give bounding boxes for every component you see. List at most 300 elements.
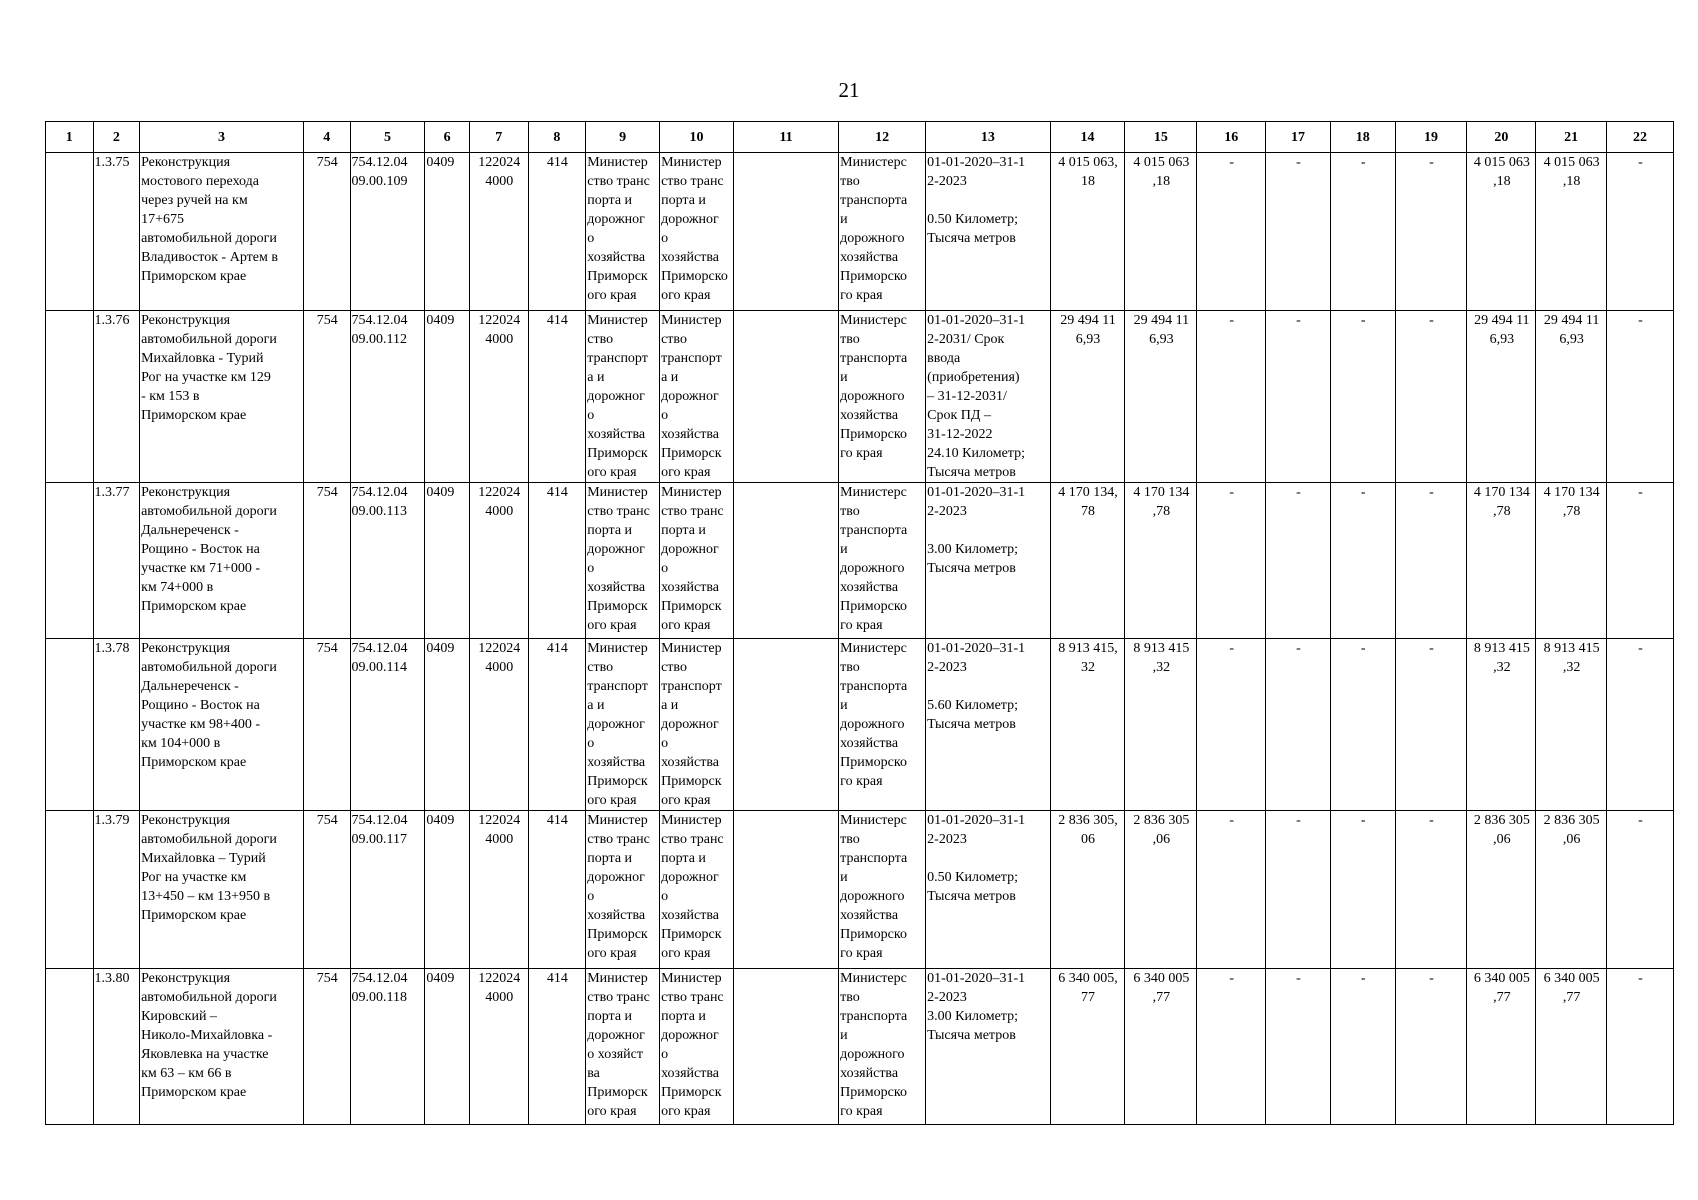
cell-line: 8 913 415, — [1058, 641, 1118, 656]
cell-line: 78 — [1081, 504, 1096, 519]
cell-line: тво — [840, 174, 860, 189]
cell-line: ство транс — [587, 504, 650, 519]
customer-cell — [660, 639, 734, 811]
funding-cell — [1266, 483, 1331, 639]
cell-line: Реконструкция — [141, 971, 231, 986]
cell-line: хозяйства — [661, 580, 719, 595]
cell-line: Приморск — [587, 599, 648, 614]
classifier-cell — [350, 969, 425, 1125]
cell-line: 29 494 11 — [1474, 313, 1530, 328]
target-item-cell — [469, 483, 528, 639]
cell-line: ого края — [587, 946, 637, 961]
cell-line: тво — [840, 332, 860, 347]
cell-line: 4 170 134, — [1058, 485, 1118, 500]
cell-line: 29 494 11 — [1133, 313, 1190, 328]
funding-cell — [1536, 969, 1607, 1125]
funding-cell — [1330, 639, 1395, 811]
col-header: 6 — [425, 122, 470, 153]
col-header: 9 — [586, 122, 660, 153]
cell-line: Реконструкция — [141, 641, 231, 656]
cell-line: Министер — [661, 971, 722, 986]
cell-line: 29 494 11 — [1060, 313, 1116, 328]
period-capacity-cell — [926, 153, 1050, 311]
funding-cell — [1197, 811, 1266, 969]
cell-line: хозяйства — [661, 755, 719, 770]
cell-line: хозяйства — [587, 580, 646, 595]
cell-line: ство транс — [661, 832, 724, 847]
cell-line: го края — [840, 446, 883, 461]
cell-line: Министер — [587, 155, 648, 170]
cell-line: и — [840, 370, 848, 385]
cell-line: 24.10 Километр; — [927, 446, 1025, 461]
cell-text: - — [1429, 971, 1434, 986]
cell-line: Министерс — [840, 813, 907, 828]
table-row — [46, 639, 1674, 811]
empty-cell — [733, 811, 838, 969]
col-header: 18 — [1330, 122, 1395, 153]
empty-cell — [46, 311, 94, 483]
cell-text: 754 — [316, 971, 338, 986]
cell-line: 2 836 305 — [1133, 813, 1190, 828]
col-header: 8 — [528, 122, 586, 153]
cell-line: 6 340 005 — [1473, 971, 1530, 986]
cell-line: Приморск — [587, 927, 648, 942]
cell-line: порта и — [587, 1009, 633, 1024]
project-name-cell — [140, 811, 304, 969]
section-code-cell — [425, 483, 470, 639]
cell-line: участке км 71+000 - — [141, 561, 261, 576]
funding-cell — [1536, 311, 1607, 483]
cell-line: 5.60 Километр; — [927, 698, 1018, 713]
cell-line: ,77 — [1152, 990, 1171, 1005]
cell-line: Приморск — [661, 599, 722, 614]
classifier-cell — [350, 483, 425, 639]
cell-line: Приморск — [587, 1085, 648, 1100]
cell-line: о — [587, 736, 595, 751]
cell-line: 754.12.04 — [351, 313, 408, 328]
cell-line: 4000 — [485, 504, 514, 519]
cell-text: 1.3.76 — [94, 313, 130, 328]
cost-cell — [1050, 483, 1125, 639]
column-number-row — [46, 122, 1674, 153]
col-header: 2 — [93, 122, 140, 153]
cell-line: го края — [840, 288, 883, 303]
cell-text: - — [1638, 971, 1643, 986]
cell-line: дорожног — [661, 717, 719, 732]
cell-line: Приморско — [840, 427, 907, 442]
project-name-cell — [140, 311, 304, 483]
funding-cell — [1607, 639, 1674, 811]
cell-line: Министер — [661, 813, 722, 828]
total-funding-cell — [1125, 811, 1197, 969]
col-header: 21 — [1536, 122, 1607, 153]
cell-line: Министерс — [840, 485, 907, 500]
cell-line: 2-2023 — [927, 504, 967, 519]
cell-line: ство — [661, 332, 687, 347]
col-header: 19 — [1395, 122, 1467, 153]
cell-line: 09.00.114 — [351, 660, 407, 675]
cell-line: 4 015 063 — [1473, 155, 1530, 170]
cell-line: хозяйства — [840, 250, 899, 265]
total-funding-cell — [1125, 639, 1197, 811]
cell-line: порта и — [587, 851, 633, 866]
cell-line: ,77 — [1562, 990, 1581, 1005]
cell-line: 4000 — [485, 174, 514, 189]
cell-line: порта и — [587, 193, 633, 208]
cell-line: 122024 — [478, 971, 521, 986]
customer-cell — [660, 153, 734, 311]
cell-line: дорожног — [587, 717, 645, 732]
project-name-cell — [140, 639, 304, 811]
cell-line: Министер — [661, 313, 722, 328]
period-capacity-cell — [926, 811, 1050, 969]
cell-line: 18 — [1081, 174, 1096, 189]
item-number-cell — [93, 153, 140, 311]
cell-text: - — [1429, 641, 1434, 656]
cell-line: го края — [840, 1104, 883, 1119]
cell-line: о — [661, 736, 669, 751]
col-header: 17 — [1266, 122, 1331, 153]
cell-line: ,06 — [1152, 832, 1171, 847]
cell-text: 414 — [546, 641, 568, 656]
cell-text: - — [1296, 641, 1301, 656]
cell-text: 754 — [316, 313, 338, 328]
cell-line: автомобильной дороги — [141, 231, 277, 246]
cell-line: 2-2031/ Срок — [927, 332, 1005, 347]
cell-line: хозяйства — [840, 1066, 899, 1081]
cell-text: - — [1229, 813, 1235, 828]
code-cell — [303, 639, 350, 811]
cell-text: 0409 — [426, 485, 455, 500]
table-row — [46, 311, 1674, 483]
cell-line: 2 836 305 — [1543, 813, 1600, 828]
cell-line: хозяйства — [661, 1066, 719, 1081]
cell-line: ство — [661, 660, 687, 675]
cell-line: ,78 — [1562, 504, 1581, 519]
total-funding-cell — [1125, 153, 1197, 311]
cell-line: Приморско — [840, 927, 907, 942]
col-header: 15 — [1125, 122, 1197, 153]
cell-line: Рощино - Восток на — [141, 542, 260, 557]
cell-line: а и — [587, 698, 605, 713]
target-item-cell — [469, 639, 528, 811]
cell-line: дорожного — [840, 561, 905, 576]
expense-type-cell — [528, 639, 586, 811]
empty-cell — [46, 153, 94, 311]
item-number-cell — [93, 311, 140, 483]
period-capacity-cell — [926, 639, 1050, 811]
cell-text: - — [1229, 641, 1235, 656]
funding-cell — [1467, 483, 1536, 639]
empty-cell — [733, 483, 838, 639]
cell-text: - — [1638, 313, 1643, 328]
cell-line: порта и — [661, 1009, 706, 1024]
table-row — [46, 483, 1674, 639]
funding-cell — [1467, 639, 1536, 811]
cell-line: дорожног — [587, 1028, 645, 1043]
cell-line: дорожного — [840, 717, 905, 732]
cell-line: тво — [840, 832, 860, 847]
funding-cell — [1607, 153, 1674, 311]
cell-line: – 31-12-2031/ — [927, 389, 1007, 404]
cell-line: Тысяча метров — [927, 717, 1016, 732]
col-header: 16 — [1197, 122, 1266, 153]
funding-cell — [1607, 811, 1674, 969]
cell-line: Реконструкция — [141, 813, 231, 828]
period-capacity-cell — [926, 311, 1050, 483]
cell-line: транспорт — [587, 351, 648, 366]
section-code-cell — [425, 811, 470, 969]
cell-line: Приморск — [587, 446, 648, 461]
cell-line: Приморско — [840, 755, 907, 770]
project-name-cell — [140, 969, 304, 1125]
cell-text: - — [1296, 485, 1301, 500]
cell-line: км 63 – км 66 в — [141, 1066, 232, 1081]
cell-text: 0409 — [426, 971, 455, 986]
cell-text: - — [1360, 485, 1366, 500]
code-cell — [303, 969, 350, 1125]
cell-text: - — [1229, 971, 1235, 986]
cell-line: о — [587, 889, 595, 904]
cell-line: Приморск — [661, 446, 722, 461]
cell-line: дорожног — [587, 389, 645, 404]
cell-line: о — [661, 561, 669, 576]
code-cell — [303, 153, 350, 311]
cell-line: 3.00 Километр; — [927, 542, 1018, 557]
cell-line: ого края — [587, 1104, 637, 1119]
cell-line: ,18 — [1152, 174, 1171, 189]
organization-cell — [839, 969, 926, 1125]
organization-cell — [839, 639, 926, 811]
cell-line: 01-01-2020–31-1 — [927, 641, 1026, 656]
cell-line: 2-2023 — [927, 174, 967, 189]
cell-line: Приморско — [840, 1085, 907, 1100]
cell-line: ого края — [661, 618, 711, 633]
expense-type-cell — [528, 483, 586, 639]
cell-line: ,06 — [1493, 832, 1511, 847]
cost-cell — [1050, 311, 1125, 483]
cell-text: 754 — [316, 641, 338, 656]
cell-line: ,18 — [1493, 174, 1511, 189]
cell-line: 4000 — [485, 332, 514, 347]
cell-line: 6,93 — [1149, 332, 1174, 347]
period-capacity-cell — [926, 969, 1050, 1125]
funding-cell — [1536, 639, 1607, 811]
funding-cell — [1395, 153, 1467, 311]
cell-line: Яковлевка на участке — [141, 1047, 269, 1062]
cell-line: дорожного — [840, 889, 905, 904]
cell-line: 4000 — [485, 660, 514, 675]
cell-line: транспорт — [587, 679, 648, 694]
cell-line: 17+675 — [141, 212, 184, 227]
cell-text: 1.3.79 — [94, 813, 130, 828]
cost-cell — [1050, 811, 1125, 969]
cell-line: 754.12.04 — [351, 813, 408, 828]
cell-line: ,78 — [1493, 504, 1511, 519]
cell-line: Министер — [661, 485, 722, 500]
cell-text: - — [1360, 313, 1366, 328]
cell-text: 414 — [546, 485, 568, 500]
cell-line: о — [661, 889, 669, 904]
cell-text: - — [1229, 313, 1235, 328]
cell-line: ого края — [587, 288, 637, 303]
cell-line: Тысяча метров — [927, 1028, 1016, 1043]
code-cell — [303, 311, 350, 483]
cell-line: 09.00.117 — [351, 832, 407, 847]
empty-cell — [46, 811, 94, 969]
cell-line: тво — [840, 660, 860, 675]
cell-text: - — [1229, 155, 1235, 170]
customer-cell — [660, 311, 734, 483]
authority-cell — [586, 311, 660, 483]
cell-line: Приморско — [840, 269, 907, 284]
funding-cell — [1395, 811, 1467, 969]
empty-cell — [46, 483, 94, 639]
cell-line: 754.12.04 — [351, 485, 408, 500]
cell-line: транспорт — [661, 351, 722, 366]
col-header: 7 — [469, 122, 528, 153]
funding-cell — [1467, 811, 1536, 969]
funding-cell — [1197, 639, 1266, 811]
cell-text: 414 — [546, 971, 568, 986]
cell-line: хозяйства — [661, 908, 719, 923]
cell-line: о — [661, 408, 669, 423]
cell-line: ого края — [661, 1104, 711, 1119]
cell-line: 8 913 415 — [1543, 641, 1600, 656]
cell-line: Дальнереченск - — [141, 679, 239, 694]
table-row — [46, 969, 1674, 1125]
funding-cell — [1197, 311, 1266, 483]
cell-line: ого края — [661, 288, 711, 303]
funding-cell — [1330, 153, 1395, 311]
empty-cell — [733, 153, 838, 311]
cell-line: 8 913 415 — [1133, 641, 1190, 656]
cell-line: ,06 — [1562, 832, 1581, 847]
customer-cell — [660, 969, 734, 1125]
cell-line: ,32 — [1562, 660, 1581, 675]
funding-cell — [1536, 811, 1607, 969]
cell-text: - — [1296, 813, 1301, 828]
cell-line: о — [587, 231, 595, 246]
funding-cell — [1395, 969, 1467, 1125]
funding-cell — [1536, 483, 1607, 639]
cell-line: о — [587, 561, 595, 576]
cell-line: дорожног — [587, 870, 645, 885]
cell-line: транспорта — [840, 851, 908, 866]
cell-line: Приморск — [587, 774, 648, 789]
classifier-cell — [350, 639, 425, 811]
cell-line: дорожног — [587, 542, 645, 557]
cell-line: Министерс — [840, 155, 907, 170]
cell-line: Министер — [661, 155, 722, 170]
cell-line: 2-2023 — [927, 990, 967, 1005]
data-table — [45, 121, 1674, 1125]
cell-text: - — [1638, 485, 1643, 500]
cell-line: Рог на участке км 129 — [141, 370, 271, 385]
cell-line: о — [587, 408, 595, 423]
cell-line: ,18 — [1562, 174, 1581, 189]
cell-line: о — [661, 1047, 669, 1062]
cost-cell — [1050, 153, 1125, 311]
cell-line — [927, 191, 1049, 210]
cell-line: ство транс — [587, 990, 650, 1005]
cell-text: - — [1429, 485, 1434, 500]
cell-line: мостового перехода — [141, 174, 259, 189]
funding-cell — [1536, 153, 1607, 311]
code-cell — [303, 811, 350, 969]
cell-line: 4 015 063, — [1058, 155, 1118, 170]
cell-line: дорожног — [661, 212, 719, 227]
authority-cell — [586, 811, 660, 969]
cell-line: Михайловка – Турий — [141, 851, 266, 866]
cell-line: ство транс — [587, 174, 650, 189]
cell-line: 01-01-2020–31-1 — [927, 155, 1026, 170]
cell-line: Тысяча метров — [927, 889, 1016, 904]
cell-text: 0409 — [426, 813, 455, 828]
cell-line: Приморск — [587, 269, 648, 284]
cell-line: Приморском крае — [141, 408, 247, 423]
cell-text: 1.3.78 — [94, 641, 130, 656]
cell-text: 754 — [316, 485, 338, 500]
col-header: 11 — [733, 122, 838, 153]
cell-text: - — [1638, 813, 1643, 828]
organization-cell — [839, 483, 926, 639]
cell-line: 4 015 063 — [1133, 155, 1190, 170]
col-header: 5 — [350, 122, 425, 153]
cell-line: участке км 98+400 - — [141, 717, 261, 732]
organization-cell — [839, 811, 926, 969]
cell-line: хозяйства — [840, 580, 899, 595]
cell-line: 2-2023 — [927, 660, 967, 675]
cell-line: Министер — [587, 485, 648, 500]
funding-cell — [1395, 311, 1467, 483]
cell-line: Дальнереченск - — [141, 523, 239, 538]
cell-line: Министерс — [840, 971, 907, 986]
cell-line: 6 340 005 — [1543, 971, 1600, 986]
customer-cell — [660, 483, 734, 639]
col-header: 22 — [1607, 122, 1674, 153]
cell-line: 09.00.112 — [351, 332, 407, 347]
authority-cell — [586, 969, 660, 1125]
cell-text: 1.3.80 — [94, 971, 130, 986]
cell-line: порта и — [661, 193, 706, 208]
cell-line: тво — [840, 990, 860, 1005]
cell-line: ого края — [587, 465, 637, 480]
cell-line: и — [840, 870, 848, 885]
funding-cell — [1197, 969, 1266, 1125]
cell-line: транспорта — [840, 1009, 908, 1024]
cell-line: ва — [587, 1066, 600, 1081]
cell-line: го края — [840, 618, 883, 633]
total-funding-cell — [1125, 311, 1197, 483]
cell-line: автомобильной дороги — [141, 832, 277, 847]
cell-line: Николо-Михайловка - — [141, 1028, 273, 1043]
empty-cell — [733, 311, 838, 483]
cell-text: - — [1360, 641, 1366, 656]
funding-cell — [1266, 153, 1331, 311]
target-item-cell — [469, 811, 528, 969]
cell-text: - — [1638, 641, 1643, 656]
col-header: 10 — [660, 122, 734, 153]
funding-cell — [1467, 153, 1536, 311]
cell-text: 754 — [316, 813, 338, 828]
cell-line: 122024 — [478, 641, 521, 656]
funding-cell — [1467, 311, 1536, 483]
cell-line: 09.00.118 — [351, 990, 407, 1005]
funding-cell — [1330, 811, 1395, 969]
authority-cell — [586, 483, 660, 639]
cell-line: о хозяйст — [587, 1047, 643, 1062]
